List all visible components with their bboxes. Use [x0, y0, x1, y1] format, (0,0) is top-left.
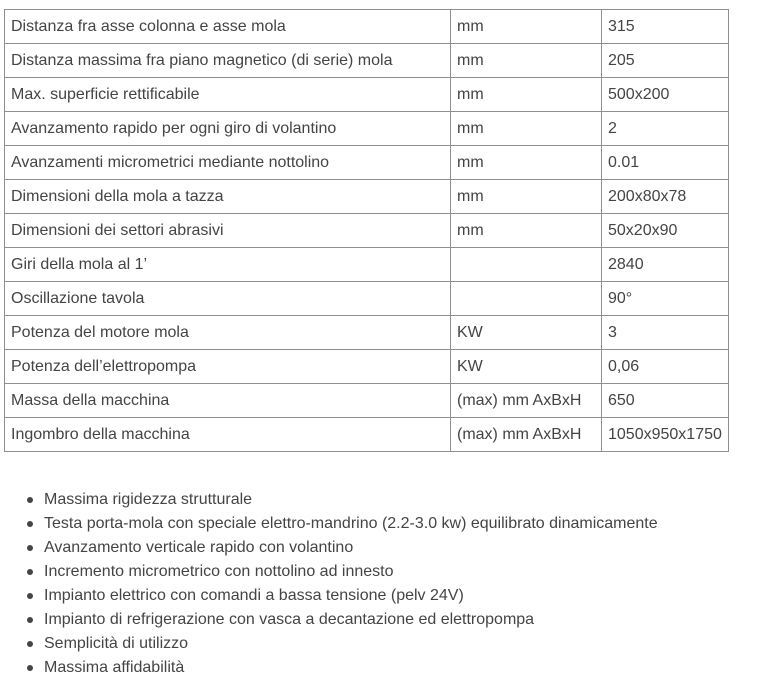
spec-description: Distanza fra asse colonna e asse mola	[5, 10, 451, 44]
spec-description: Ingombro della macchina	[5, 418, 451, 452]
spec-value: 90°	[602, 282, 729, 316]
spec-description: Avanzamenti micrometrici mediante nottolino	[5, 146, 451, 180]
spec-unit: (max) mm AxBxH	[451, 418, 602, 452]
spec-description: Dimensioni della mola a tazza	[5, 180, 451, 214]
features-list	[0, 488, 658, 680]
spec-value: 0.01	[602, 146, 729, 180]
list-item	[44, 536, 658, 560]
list-item	[44, 656, 658, 680]
list-item	[44, 560, 658, 584]
spec-value: 315	[602, 10, 729, 44]
spec-unit: mm	[451, 180, 602, 214]
feature-text: Incremento micrometrico con nottolino ad innesto	[44, 563, 394, 580]
spec-unit: (max) mm AxBxH	[451, 384, 602, 418]
specifications-table	[4, 9, 729, 452]
bullet-icon	[27, 593, 33, 599]
feature-text: Semplicità di utilizzo	[44, 635, 189, 652]
bullet-icon	[27, 545, 33, 551]
table-row	[5, 44, 729, 78]
feature-text: Impianto di refrigerazione con vasca a decantazione ed elettropompa	[44, 611, 535, 628]
spec-value: 205	[602, 44, 729, 78]
feature-text: Massima rigidezza strutturale	[44, 491, 253, 508]
list-item	[44, 488, 658, 512]
feature-text: Massima affidabilità	[44, 659, 185, 676]
bullet-icon	[27, 497, 33, 503]
table-row	[5, 10, 729, 44]
spec-description: Giri della mola al 1’	[5, 248, 451, 282]
bullet-icon	[27, 617, 33, 623]
feature-text: Testa porta-mola con speciale elettro-mandrino (2.2-3.0 kw) equilibrato dinamicamente	[44, 515, 658, 532]
spec-value: 500x200	[602, 78, 729, 112]
table-row	[5, 78, 729, 112]
spec-unit: mm	[451, 214, 602, 248]
spec-value: 0,06	[602, 350, 729, 384]
spec-description: Distanza massima fra piano magnetico (di serie) mola	[5, 44, 451, 78]
spec-value: 3	[602, 316, 729, 350]
spec-unit: mm	[451, 146, 602, 180]
table-row	[5, 384, 729, 418]
spec-value: 2	[602, 112, 729, 146]
spec-value: 50x20x90	[602, 214, 729, 248]
table-row	[5, 180, 729, 214]
spec-description: Oscillazione tavola	[5, 282, 451, 316]
table-row	[5, 112, 729, 146]
spec-value: 200x80x78	[602, 180, 729, 214]
spec-description: Max. superficie rettificabile	[5, 78, 451, 112]
spec-unit	[451, 282, 602, 316]
list-item	[44, 608, 658, 632]
bullet-icon	[27, 665, 33, 671]
table-row	[5, 248, 729, 282]
list-item	[44, 632, 658, 656]
spec-unit: mm	[451, 78, 602, 112]
spec-unit: mm	[451, 112, 602, 146]
spec-unit: mm	[451, 44, 602, 78]
table-row	[5, 350, 729, 384]
bullet-icon	[27, 641, 33, 647]
spec-unit: mm	[451, 10, 602, 44]
list-item	[44, 512, 658, 536]
table-row	[5, 146, 729, 180]
feature-text: Avanzamento verticale rapido con volantino	[44, 539, 354, 556]
spec-description: Potenza del motore mola	[5, 316, 451, 350]
table-row	[5, 214, 729, 248]
list-item	[44, 584, 658, 608]
spec-unit	[451, 248, 602, 282]
spec-value: 2840	[602, 248, 729, 282]
spec-unit: KW	[451, 350, 602, 384]
feature-text: Impianto elettrico con comandi a bassa tensione (pelv 24V)	[44, 587, 464, 604]
spec-description: Potenza dell’elettropompa	[5, 350, 451, 384]
table-row	[5, 316, 729, 350]
spec-unit: KW	[451, 316, 602, 350]
bullet-icon	[27, 521, 33, 527]
table-row	[5, 282, 729, 316]
table-row	[5, 418, 729, 452]
spec-description: Avanzamento rapido per ogni giro di volantino	[5, 112, 451, 146]
spec-value: 1050x950x1750	[602, 418, 729, 452]
spec-description: Dimensioni dei settori abrasivi	[5, 214, 451, 248]
spec-description: Massa della macchina	[5, 384, 451, 418]
spec-value: 650	[602, 384, 729, 418]
bullet-icon	[27, 569, 33, 575]
